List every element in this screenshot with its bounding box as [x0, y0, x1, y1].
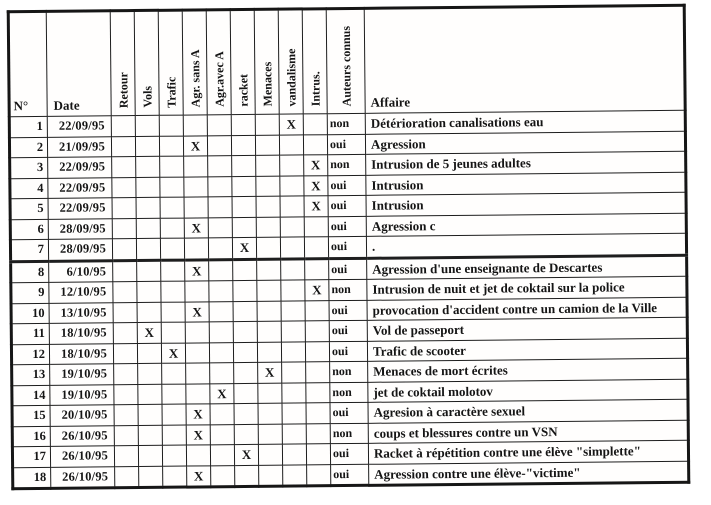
- cell-menaces: [256, 196, 280, 217]
- cell-vols: [137, 281, 161, 302]
- check-mark: X: [311, 198, 321, 214]
- cell-affaire: Agression: [365, 131, 685, 155]
- cell-date: 12/10/95: [49, 282, 113, 303]
- cell-affaire: jet de coktail molotov: [368, 379, 688, 403]
- cell-vandalisme: [280, 196, 304, 217]
- cell-retour: [112, 218, 136, 239]
- cell-racket: [234, 383, 258, 404]
- cell-vols: [137, 322, 161, 343]
- cell-agr-avec-a: [208, 197, 232, 218]
- cell-auteurs-connus: oui: [328, 216, 366, 237]
- incident-log-table: [7, 4, 691, 490]
- cell-auteurs-connus: oui: [331, 464, 369, 486]
- cell-agr-sans-a: [184, 156, 208, 177]
- check-mark: X: [193, 468, 204, 484]
- check-mark: X: [312, 282, 322, 298]
- cell-auteurs-connus: oui: [330, 402, 368, 423]
- cell-menaces: [257, 259, 281, 281]
- cell-trafic: [160, 177, 184, 198]
- cell-agr-sans-a: [185, 342, 209, 363]
- cell-num: 7: [10, 239, 48, 261]
- cell-affaire: Intrusion de 5 jeunes adultes: [366, 151, 686, 175]
- cell-retour: [113, 302, 137, 323]
- cell-agr-sans-a: [184, 176, 208, 197]
- header-row: [8, 5, 685, 116]
- cell-vols: [137, 302, 161, 323]
- cell-vols: [138, 425, 162, 446]
- col-header-num: N°: [8, 11, 47, 116]
- cell-agr-sans-a: [185, 281, 209, 302]
- cell-vols: [136, 238, 160, 260]
- cell-vandalisme: [281, 280, 305, 301]
- cell-intrus: [304, 237, 328, 259]
- cell-num: 5: [10, 198, 48, 219]
- cell-agr-avec-a: [209, 322, 233, 343]
- cell-trafic: [161, 260, 185, 282]
- cell-num: 18: [13, 467, 51, 489]
- cell-agr-avec-a: [208, 156, 232, 177]
- cell-agr-avec-a: [208, 217, 232, 238]
- check-mark: X: [192, 304, 202, 320]
- cell-menaces: [257, 321, 281, 342]
- cell-agr-sans-a: [185, 259, 209, 281]
- col-header-retour: [110, 11, 135, 116]
- vertical-label: racket: [235, 74, 251, 108]
- cell-agr-avec-a: [210, 424, 234, 445]
- vertical-label: vandalisme: [283, 48, 299, 107]
- cell-racket: [232, 155, 256, 176]
- cell-menaces: [255, 114, 279, 135]
- cell-intrus: [305, 321, 329, 342]
- cell-vandalisme: [282, 444, 306, 465]
- cell-date: 26/10/95: [51, 466, 115, 488]
- cell-retour: [112, 198, 136, 219]
- cell-trafic: [162, 425, 186, 446]
- cell-auteurs-connus: oui: [330, 443, 368, 464]
- cell-agr-sans-a: [186, 383, 210, 404]
- cell-intrus: [306, 362, 330, 383]
- cell-date: 19/10/95: [50, 384, 114, 405]
- cell-racket: [233, 321, 257, 342]
- cell-date: 28/09/95: [48, 218, 112, 239]
- cell-racket: [231, 135, 255, 156]
- cell-trafic: [160, 218, 184, 239]
- cell-num: 11: [11, 323, 49, 344]
- cell-retour: [114, 405, 138, 426]
- cell-racket: [233, 259, 257, 281]
- cell-retour: [113, 343, 137, 364]
- cell-agr-avec-a: [207, 115, 231, 136]
- cell-auteurs-connus: non: [330, 423, 368, 444]
- cell-num: 2: [9, 137, 47, 158]
- cell-vols: [138, 384, 162, 405]
- cell-racket: [232, 237, 256, 259]
- cell-auteurs-connus: oui: [327, 134, 365, 155]
- check-mark: X: [310, 157, 321, 173]
- cell-agr-sans-a: [184, 217, 208, 238]
- cell-agr-avec-a: [207, 135, 231, 156]
- cell-retour: [114, 384, 138, 405]
- vertical-label: Retour: [115, 72, 131, 109]
- cell-intrus: [305, 300, 329, 321]
- cell-num: 3: [10, 157, 48, 178]
- check-mark: X: [241, 447, 252, 463]
- check-mark: X: [191, 220, 202, 236]
- cell-auteurs-connus: oui: [328, 195, 366, 216]
- cell-affaire: Vol de passeport: [367, 317, 687, 341]
- cell-num: 4: [10, 178, 48, 199]
- cell-affaire: Racket à répétition contre une élève "simplette": [368, 440, 688, 464]
- cell-agr-avec-a: [209, 342, 233, 363]
- cell-racket: [234, 403, 258, 424]
- col-header-affaire: Affaire: [364, 5, 685, 113]
- cell-vols: [139, 466, 163, 488]
- cell-intrus: [303, 134, 327, 155]
- col-header-intrus: [302, 9, 327, 114]
- cell-retour: [111, 116, 135, 137]
- cell-agr-sans-a: [186, 363, 210, 384]
- cell-trafic: [161, 322, 185, 343]
- cell-retour: [112, 177, 136, 198]
- check-mark: X: [286, 116, 297, 132]
- cell-agr-sans-a: [185, 301, 209, 322]
- cell-intrus: [306, 403, 330, 424]
- cell-menaces: [255, 135, 279, 156]
- cell-date: 28/09/95: [48, 239, 112, 261]
- cell-intrus: [304, 175, 328, 196]
- cell-racket: [233, 301, 257, 322]
- cell-retour: [111, 136, 135, 157]
- cell-date: 21/09/95: [47, 136, 111, 157]
- cell-trafic: [162, 384, 186, 405]
- cell-vandalisme: [281, 258, 305, 280]
- col-header-vandalisme: [278, 9, 303, 114]
- cell-vandalisme: [283, 464, 307, 486]
- check-mark: X: [193, 406, 203, 422]
- cell-intrus: [304, 196, 328, 217]
- cell-retour: [113, 260, 137, 282]
- cell-auteurs-connus: non: [330, 382, 368, 403]
- cell-trafic: [163, 466, 187, 488]
- cell-affaire: Agression contre une élève-"victime": [369, 461, 689, 486]
- cell-date: 22/09/95: [47, 116, 111, 137]
- cell-affaire: Menaces de mort écrites: [368, 358, 688, 382]
- cell-agr-sans-a: [185, 322, 209, 343]
- cell-racket: [234, 444, 258, 465]
- check-mark: X: [168, 345, 179, 361]
- cell-agr-sans-a: [184, 238, 208, 260]
- cell-trafic: [161, 302, 185, 323]
- cell-retour: [114, 425, 138, 446]
- check-mark: X: [191, 263, 202, 279]
- cell-vandalisme: [280, 155, 304, 176]
- cell-trafic: [159, 136, 183, 157]
- cell-agr-avec-a: [210, 404, 234, 425]
- check-mark: X: [311, 178, 321, 194]
- cell-trafic: [161, 281, 185, 302]
- cell-date: 22/09/95: [48, 177, 112, 198]
- cell-agr-sans-a: [186, 424, 210, 445]
- cell-date: 18/10/95: [49, 323, 113, 344]
- cell-num: 17: [12, 446, 50, 467]
- cell-auteurs-connus: non: [329, 279, 367, 300]
- cell-auteurs-connus: oui: [329, 258, 367, 280]
- cell-vandalisme: [282, 362, 306, 383]
- vertical-label: Agr. sans A: [187, 49, 203, 108]
- cell-menaces: [256, 155, 280, 176]
- cell-agr-avec-a: [208, 176, 232, 197]
- cell-menaces: [258, 444, 282, 465]
- cell-vandalisme: [280, 216, 304, 237]
- cell-agr-avec-a: [208, 238, 232, 260]
- cell-intrus: [305, 341, 329, 362]
- cell-date: 19/10/95: [50, 364, 114, 385]
- cell-menaces: [256, 176, 280, 197]
- check-mark: X: [239, 240, 250, 256]
- cell-num: 6: [10, 219, 48, 240]
- cell-racket: [231, 114, 255, 135]
- cell-intrus: [307, 464, 331, 486]
- cell-date: 22/09/95: [48, 157, 112, 178]
- cell-vandalisme: [280, 175, 304, 196]
- cell-trafic: [162, 404, 186, 425]
- cell-num: 15: [12, 405, 50, 426]
- cell-auteurs-connus: oui: [328, 175, 366, 196]
- vertical-label: Auteurs connus: [338, 25, 354, 107]
- col-header-agr-sans-a: [182, 10, 207, 115]
- scanned-document-page: [7, 4, 691, 490]
- cell-racket: [233, 342, 257, 363]
- col-header-date: Date: [46, 11, 111, 117]
- cell-num: 13: [12, 364, 50, 385]
- cell-menaces: [256, 237, 280, 259]
- cell-vols: [136, 156, 160, 177]
- check-mark: X: [217, 385, 227, 402]
- cell-agr-sans-a: [186, 445, 210, 466]
- cell-intrus: [305, 280, 329, 301]
- cell-date: 26/10/95: [50, 446, 114, 467]
- cell-intrus: [304, 155, 328, 176]
- cell-agr-avec-a: [210, 383, 234, 404]
- cell-num: 8: [11, 261, 49, 283]
- cell-vandalisme: [281, 341, 305, 362]
- cell-num: 14: [12, 385, 50, 406]
- cell-vandalisme: [282, 423, 306, 444]
- cell-trafic: [162, 445, 186, 466]
- cell-trafic: [160, 156, 184, 177]
- cell-racket: [233, 280, 257, 301]
- cell-agr-avec-a: [210, 363, 234, 384]
- cell-auteurs-connus: oui: [329, 341, 367, 362]
- cell-retour: [113, 282, 137, 303]
- cell-retour: [112, 239, 136, 261]
- table-body: [9, 110, 689, 488]
- cell-auteurs-connus: non: [327, 113, 365, 134]
- cell-vandalisme: [280, 237, 304, 259]
- cell-vols: [136, 218, 160, 239]
- cell-retour: [115, 466, 139, 488]
- cell-date: 18/10/95: [49, 343, 113, 364]
- cell-agr-avec-a: [211, 465, 235, 487]
- cell-date: 6/10/95: [49, 260, 113, 282]
- cell-vandalisme: [281, 300, 305, 321]
- cell-trafic: [159, 115, 183, 136]
- cell-intrus: [306, 444, 330, 465]
- cell-affaire: Intrusion: [366, 172, 686, 196]
- cell-affaire: .: [366, 233, 686, 258]
- cell-vandalisme: [281, 321, 305, 342]
- cell-agr-sans-a: [183, 115, 207, 136]
- cell-menaces: [257, 280, 281, 301]
- cell-menaces: [259, 465, 283, 487]
- cell-agr-sans-a: [184, 197, 208, 218]
- cell-auteurs-connus: oui: [329, 320, 367, 341]
- check-mark: X: [193, 427, 204, 443]
- cell-racket: [235, 465, 259, 487]
- cell-agr-avec-a: [209, 281, 233, 302]
- col-header-trafic: [158, 10, 183, 115]
- cell-date: 26/10/95: [50, 425, 114, 446]
- cell-agr-sans-a: [187, 465, 211, 487]
- cell-agr-avec-a: [210, 445, 234, 466]
- cell-agr-sans-a: [186, 404, 210, 425]
- cell-racket: [232, 176, 256, 197]
- cell-menaces: [258, 403, 282, 424]
- cell-affaire: Détérioration canalisations eau: [365, 110, 685, 134]
- cell-affaire: Intrusion de nuit et jet de coktail sur la police: [367, 276, 687, 300]
- cell-trafic: [160, 197, 184, 218]
- cell-menaces: [257, 342, 281, 363]
- vertical-label: Menaces: [259, 62, 275, 107]
- check-mark: X: [190, 138, 201, 154]
- cell-racket: [232, 217, 256, 238]
- cell-intrus: [305, 258, 329, 280]
- cell-auteurs-connus: non: [330, 361, 368, 382]
- cell-date: 13/10/95: [49, 302, 113, 323]
- check-mark: X: [144, 325, 155, 341]
- cell-vols: [138, 404, 162, 425]
- cell-retour: [112, 157, 136, 178]
- cell-vols: [135, 136, 159, 157]
- cell-agr-avec-a: [209, 259, 233, 281]
- col-header-auteurs-connus: [326, 8, 365, 113]
- cell-num: 1: [9, 116, 47, 137]
- cell-retour: [114, 364, 138, 385]
- cell-intrus: [306, 423, 330, 444]
- cell-vandalisme: [282, 382, 306, 403]
- cell-affaire: Agression c: [366, 213, 686, 237]
- cell-num: 12: [11, 344, 49, 365]
- vertical-label: Intrus.: [307, 71, 323, 107]
- cell-retour: [113, 323, 137, 344]
- cell-vols: [137, 343, 161, 364]
- cell-intrus: [303, 114, 327, 135]
- cell-vols: [137, 260, 161, 282]
- cell-vandalisme: [282, 403, 306, 424]
- col-header-vols: [134, 10, 159, 115]
- cell-num: 9: [11, 282, 49, 303]
- cell-num: 10: [11, 303, 49, 324]
- cell-date: 20/10/95: [50, 405, 114, 426]
- col-header-menaces: [254, 9, 279, 114]
- cell-trafic: [161, 343, 185, 364]
- cell-auteurs-connus: oui: [329, 300, 367, 321]
- vertical-label: Agr.avec A: [211, 51, 227, 108]
- cell-affaire: provocation d'accident contre un camion de la Ville: [367, 297, 687, 321]
- vertical-label: Trafic: [163, 76, 179, 108]
- cell-intrus: [304, 216, 328, 237]
- cell-trafic: [162, 363, 186, 384]
- cell-vols: [136, 197, 160, 218]
- cell-affaire: coups et blessures contre un VSN: [368, 420, 688, 444]
- cell-racket: [234, 424, 258, 445]
- cell-num: 16: [12, 426, 50, 447]
- cell-affaire: Agresion à caractère sexuel: [368, 399, 688, 423]
- cell-affaire: Intrusion: [366, 192, 686, 216]
- cell-retour: [114, 446, 138, 467]
- cell-date: 22/09/95: [48, 198, 112, 219]
- cell-vols: [135, 115, 159, 136]
- cell-menaces: [258, 362, 282, 383]
- cell-menaces: [258, 424, 282, 445]
- cell-auteurs-connus: oui: [328, 236, 366, 258]
- cell-racket: [232, 196, 256, 217]
- cell-menaces: [258, 383, 282, 404]
- cell-agr-avec-a: [209, 301, 233, 322]
- cell-affaire: Agression d'une enseignante de Descartes: [367, 255, 687, 280]
- cell-trafic: [160, 238, 184, 260]
- cell-racket: [234, 362, 258, 383]
- check-mark: X: [264, 364, 275, 381]
- cell-vols: [136, 177, 160, 198]
- vertical-label: Vols: [139, 86, 155, 108]
- cell-vandalisme: [279, 134, 303, 155]
- cell-menaces: [256, 217, 280, 238]
- cell-intrus: [306, 382, 330, 403]
- col-header-agr-avec-a: [206, 10, 231, 115]
- cell-menaces: [257, 301, 281, 322]
- col-header-racket: [230, 9, 255, 114]
- cell-vols: [138, 445, 162, 466]
- cell-vols: [138, 363, 162, 384]
- cell-vandalisme: [279, 114, 303, 135]
- cell-agr-sans-a: [183, 135, 207, 156]
- cell-affaire: Trafic de scooter: [367, 338, 687, 362]
- cell-auteurs-connus: non: [328, 154, 366, 175]
